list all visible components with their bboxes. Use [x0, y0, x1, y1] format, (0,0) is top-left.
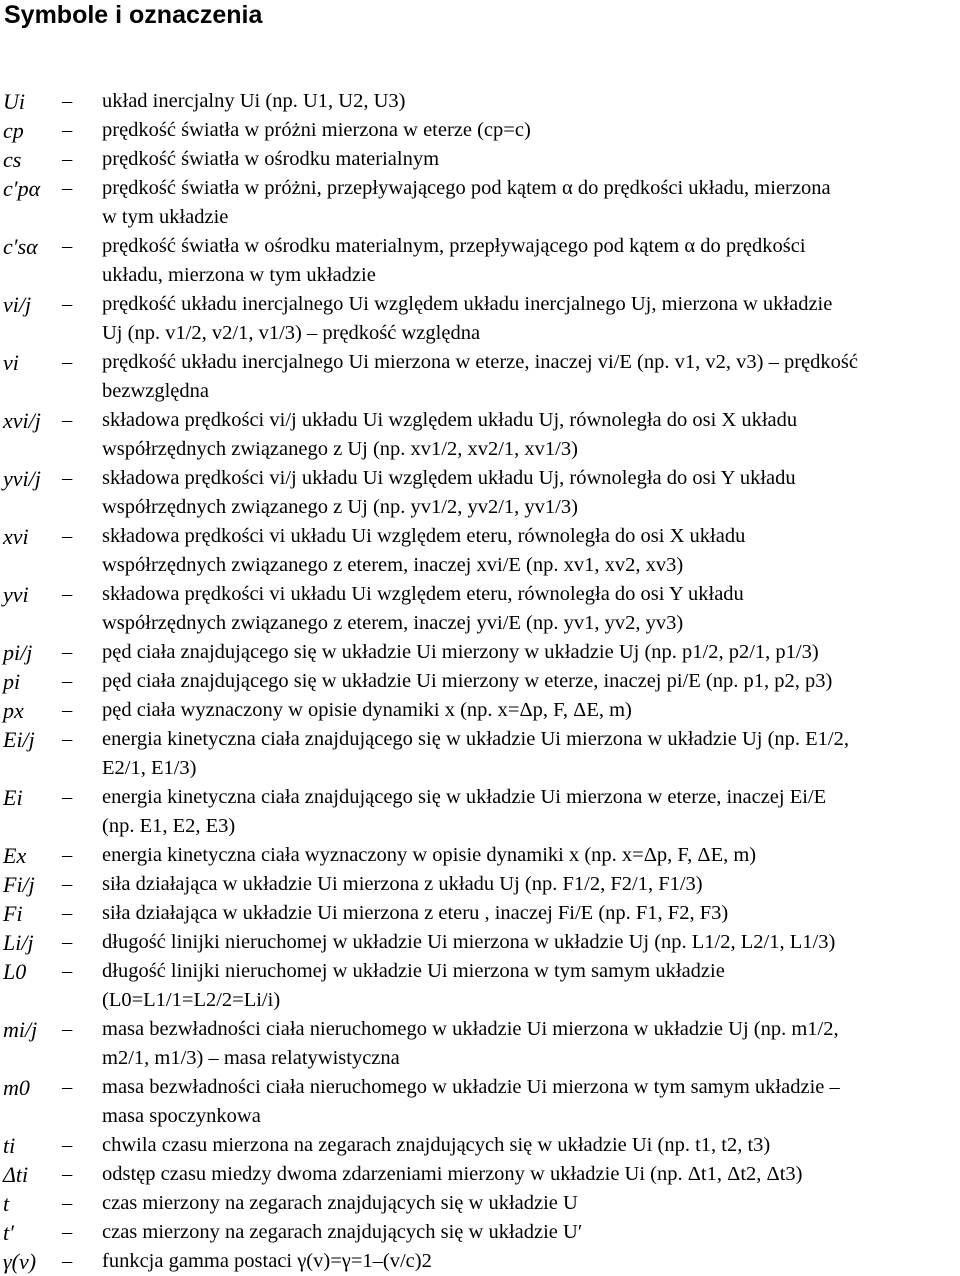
- description-line: prędkość światła w próżni mierzona w eterze (cp=c): [102, 119, 531, 141]
- entry-t-i: [0, 1131, 960, 1160]
- entry-symbol: pi/j: [3, 640, 33, 665]
- entry-description: [102, 464, 954, 522]
- entry-description: [102, 870, 954, 899]
- entry-description: [102, 928, 954, 957]
- entry-gamma: [0, 1247, 960, 1276]
- entry-dash: –: [62, 90, 73, 112]
- description-line: (L0=L1/1=L2/2=Li/i): [102, 989, 281, 1011]
- description-line: energia kinetyczna ciała znajdującego się w układzie Ui mierzona w układzie Uj (np. E1/2,: [102, 728, 849, 750]
- description-line: czas mierzony na zegarach znajdujących się w układzie U: [102, 1192, 578, 1214]
- description-line: masa spoczynkowa: [102, 1105, 261, 1127]
- description-line: prędkość światła w ośrodku materialnym: [102, 148, 440, 170]
- entry-symbol: mi/j: [3, 1017, 38, 1042]
- description-line: energia kinetyczna ciała znajdującego się w układzie Ui mierzona w eterze, inaczej Ei/E: [102, 786, 827, 808]
- description-line: prędkość układu inercjalnego Ui względem układu inercjalnego Uj, mierzona w układzie: [102, 293, 833, 315]
- entry-symbol: Fi/j: [3, 872, 35, 897]
- entry-dash: –: [62, 1163, 73, 1185]
- entry-dash: –: [62, 525, 73, 547]
- entry-dash: –: [62, 409, 73, 431]
- entry-E-ij: [0, 725, 960, 783]
- description-line: pęd ciała znajdującego się w układzie Ui mierzony w eterze, inaczej pi/E (np. p1, p2, p3): [102, 670, 833, 692]
- description-line: długość linijki nieruchomej w układzie Ui mierzona w układzie Uj (np. L1/2, L2/1, L1/3): [102, 931, 836, 953]
- entry-description: [102, 348, 954, 406]
- entry-symbol: m0: [3, 1075, 30, 1100]
- entry-dash: –: [62, 786, 73, 808]
- entry-dash: –: [62, 728, 73, 750]
- entry-dash: –: [62, 293, 73, 315]
- description-line: (np. E1, E2, E3): [102, 815, 236, 837]
- description-line: układu, mierzona w tym układzie: [102, 264, 376, 286]
- description-line: współrzędnych związanego z eterem, inaczej yvi/E (np. yv1, yv2, yv3): [102, 612, 684, 634]
- entry-description: [102, 174, 954, 232]
- entry-description: [102, 1160, 954, 1189]
- entry-description: [102, 290, 954, 348]
- entry-description: [102, 1131, 954, 1160]
- entry-description: [102, 145, 954, 174]
- entry-symbol: c′pα: [3, 176, 41, 201]
- description-line: współrzędnych związanego z Uj (np. yv1/2, yv2/1, yv1/3): [102, 496, 578, 518]
- description-line: chwila czasu mierzona na zegarach znajdujących się w układzie Ui (np. t1, t2, t3): [102, 1134, 771, 1156]
- entry-description: [102, 899, 954, 928]
- entry-dash: –: [62, 1192, 73, 1214]
- entry-xv-ij: [0, 406, 960, 464]
- symbol-list: [0, 87, 960, 1276]
- entry-dash: –: [62, 583, 73, 605]
- entry-yv-ij: [0, 464, 960, 522]
- entry-v-i: [0, 348, 960, 406]
- entry-L-ij: [0, 928, 960, 957]
- entry-description: [102, 841, 954, 870]
- description-line: składowa prędkości vi/j układu Ui względem układu Uj, równoległa do osi Y układu: [102, 467, 796, 489]
- entry-symbol: cp: [3, 118, 24, 143]
- entry-description: [102, 696, 954, 725]
- entry-description: [102, 87, 954, 116]
- entry-dash: –: [62, 1221, 73, 1243]
- entry-symbol: Ui: [3, 89, 25, 114]
- entry-dash: –: [62, 960, 73, 982]
- description-line: siła działająca w układzie Ui mierzona z układu Uj (np. F1/2, F2/1, F1/3): [102, 873, 703, 895]
- entry-symbol: Ei: [3, 785, 23, 810]
- entry-dash: –: [62, 931, 73, 953]
- entry-dash: –: [62, 902, 73, 924]
- description-line: E2/1, E1/3): [102, 757, 197, 779]
- description-line: układ inercjalny Ui (np. U1, U2, U3): [102, 90, 406, 112]
- entry-c-prime-p-alpha: [0, 174, 960, 232]
- entry-symbol: Ei/j: [3, 727, 35, 752]
- entry-E-x: [0, 841, 960, 870]
- entry-symbol: vi: [3, 350, 19, 375]
- entry-description: [102, 406, 954, 464]
- entry-description: [102, 957, 954, 1015]
- description-line: energia kinetyczna ciała wyznaczony w opisie dynamiki x (np. x=Δp, F, ΔE, m): [102, 844, 757, 866]
- entry-description: [102, 783, 954, 841]
- description-line: w tym układzie: [102, 206, 229, 228]
- description-line: współrzędnych związanego z Uj (np. xv1/2, xv2/1, xv1/3): [102, 438, 578, 460]
- entry-Ui: [0, 87, 960, 116]
- entry-dash: –: [62, 1250, 73, 1272]
- entry-description: [102, 522, 954, 580]
- description-line: masa bezwładności ciała nieruchomego w układzie Ui mierzona w tym samym układzie –: [102, 1076, 840, 1098]
- description-line: siła działająca w układzie Ui mierzona z eteru , inaczej Fi/E (np. F1, F2, F3): [102, 902, 729, 924]
- entry-symbol: pi: [3, 669, 21, 694]
- entry-symbol: xvi: [3, 524, 29, 549]
- entry-dash: –: [62, 1018, 73, 1040]
- entry-L0: [0, 957, 960, 1015]
- entry-xv-i: [0, 522, 960, 580]
- description-line: odstęp czasu miedzy dwoma zdarzeniami mierzony w układzie Ui (np. Δt1, Δt2, Δt3): [102, 1163, 803, 1185]
- entry-symbol: Li/j: [3, 930, 34, 955]
- description-line: prędkość układu inercjalnego Ui mierzona w eterze, inaczej vi/E (np. v1, v2, v3) – prędkość: [102, 351, 858, 373]
- entry-dash: –: [62, 1076, 73, 1098]
- entry-t: [0, 1189, 960, 1218]
- entry-p-x: [0, 696, 960, 725]
- entry-E-i: [0, 783, 960, 841]
- entry-cs: [0, 145, 960, 174]
- entry-description: [102, 1015, 954, 1073]
- entry-yv-i: [0, 580, 960, 638]
- entry-description: [102, 638, 954, 667]
- entry-description: [102, 667, 954, 696]
- entry-dash: –: [62, 1134, 73, 1156]
- description-line: składowa prędkości vi układu Ui względem eteru, równoległa do osi Y układu: [102, 583, 744, 605]
- entry-delta-t-i: [0, 1160, 960, 1189]
- entry-symbol: γ(v): [3, 1249, 37, 1274]
- entry-description: [102, 1189, 954, 1218]
- entry-symbol: vi/j: [3, 292, 32, 317]
- entry-symbol: t′: [3, 1220, 14, 1245]
- entry-m-ij: [0, 1015, 960, 1073]
- entry-dash: –: [62, 670, 73, 692]
- entry-symbol: xvi/j: [3, 408, 41, 433]
- entry-symbol: ti: [3, 1133, 16, 1158]
- entry-dash: –: [62, 467, 73, 489]
- description-line: funkcja gamma postaci γ(v)=γ=1–(v/c)2: [102, 1250, 432, 1272]
- entry-t-prime: [0, 1218, 960, 1247]
- entry-description: [102, 1247, 954, 1276]
- entry-symbol: Fi: [3, 901, 23, 926]
- entry-symbol: t: [3, 1191, 10, 1216]
- entry-dash: –: [62, 699, 73, 721]
- entry-dash: –: [62, 844, 73, 866]
- entry-dash: –: [62, 641, 73, 663]
- description-line: Uj (np. v1/2, v2/1, v1/3) – prędkość względna: [102, 322, 481, 344]
- page-title: Symbole i oznaczenia: [4, 1, 263, 29]
- entry-F-ij: [0, 870, 960, 899]
- description-line: bezwzględna: [102, 380, 209, 402]
- entry-description: [102, 580, 954, 638]
- entry-dash: –: [62, 177, 73, 199]
- entry-c-prime-s-alpha: [0, 232, 960, 290]
- description-line: prędkość światła w próżni, przepływającego pod kątem α do prędkości układu, mierzona: [102, 177, 831, 199]
- description-line: pęd ciała znajdującego się w układzie Ui mierzony w układzie Uj (np. p1/2, p2/1, p1/3): [102, 641, 819, 663]
- entry-description: [102, 232, 954, 290]
- entry-dash: –: [62, 235, 73, 257]
- entry-symbol: px: [3, 698, 24, 723]
- entry-dash: –: [62, 873, 73, 895]
- entry-description: [102, 116, 954, 145]
- entry-v-ij: [0, 290, 960, 348]
- description-line: m2/1, m1/3) – masa relatywistyczna: [102, 1047, 400, 1069]
- entry-description: [102, 1073, 954, 1131]
- entry-p-i: [0, 667, 960, 696]
- entry-description: [102, 1218, 954, 1247]
- entry-p-ij: [0, 638, 960, 667]
- entry-dash: –: [62, 148, 73, 170]
- entry-dash: –: [62, 119, 73, 141]
- description-line: czas mierzony na zegarach znajdujących się w układzie U′: [102, 1221, 583, 1243]
- entry-cp: [0, 116, 960, 145]
- entry-symbol: yvi/j: [3, 466, 41, 491]
- entry-symbol: Ex: [3, 843, 27, 868]
- entry-dash: –: [62, 351, 73, 373]
- entry-symbol: yvi: [3, 582, 29, 607]
- description-line: pęd ciała wyznaczony w opisie dynamiki x (np. x=Δp, F, ΔE, m): [102, 699, 632, 721]
- entry-m0: [0, 1073, 960, 1131]
- entry-description: [102, 725, 954, 783]
- description-line: składowa prędkości vi/j układu Ui względem układu Uj, równoległa do osi X układu: [102, 409, 798, 431]
- entry-symbol: c′sα: [3, 234, 38, 259]
- description-line: długość linijki nieruchomej w układzie Ui mierzona w tym samym układzie: [102, 960, 725, 982]
- description-line: prędkość światła w ośrodku materialnym, przepływającego pod kątem α do prędkości: [102, 235, 806, 257]
- description-line: masa bezwładności ciała nieruchomego w układzie Ui mierzona w układzie Uj (np. m1/2,: [102, 1018, 839, 1040]
- entry-symbol: L0: [3, 959, 27, 984]
- description-line: współrzędnych związanego z eterem, inaczej xvi/E (np. xv1, xv2, xv3): [102, 554, 684, 576]
- entry-F-i: [0, 899, 960, 928]
- entry-symbol: Δti: [3, 1162, 29, 1187]
- entry-symbol: cs: [3, 147, 22, 172]
- description-line: składowa prędkości vi układu Ui względem eteru, równoległa do osi X układu: [102, 525, 746, 547]
